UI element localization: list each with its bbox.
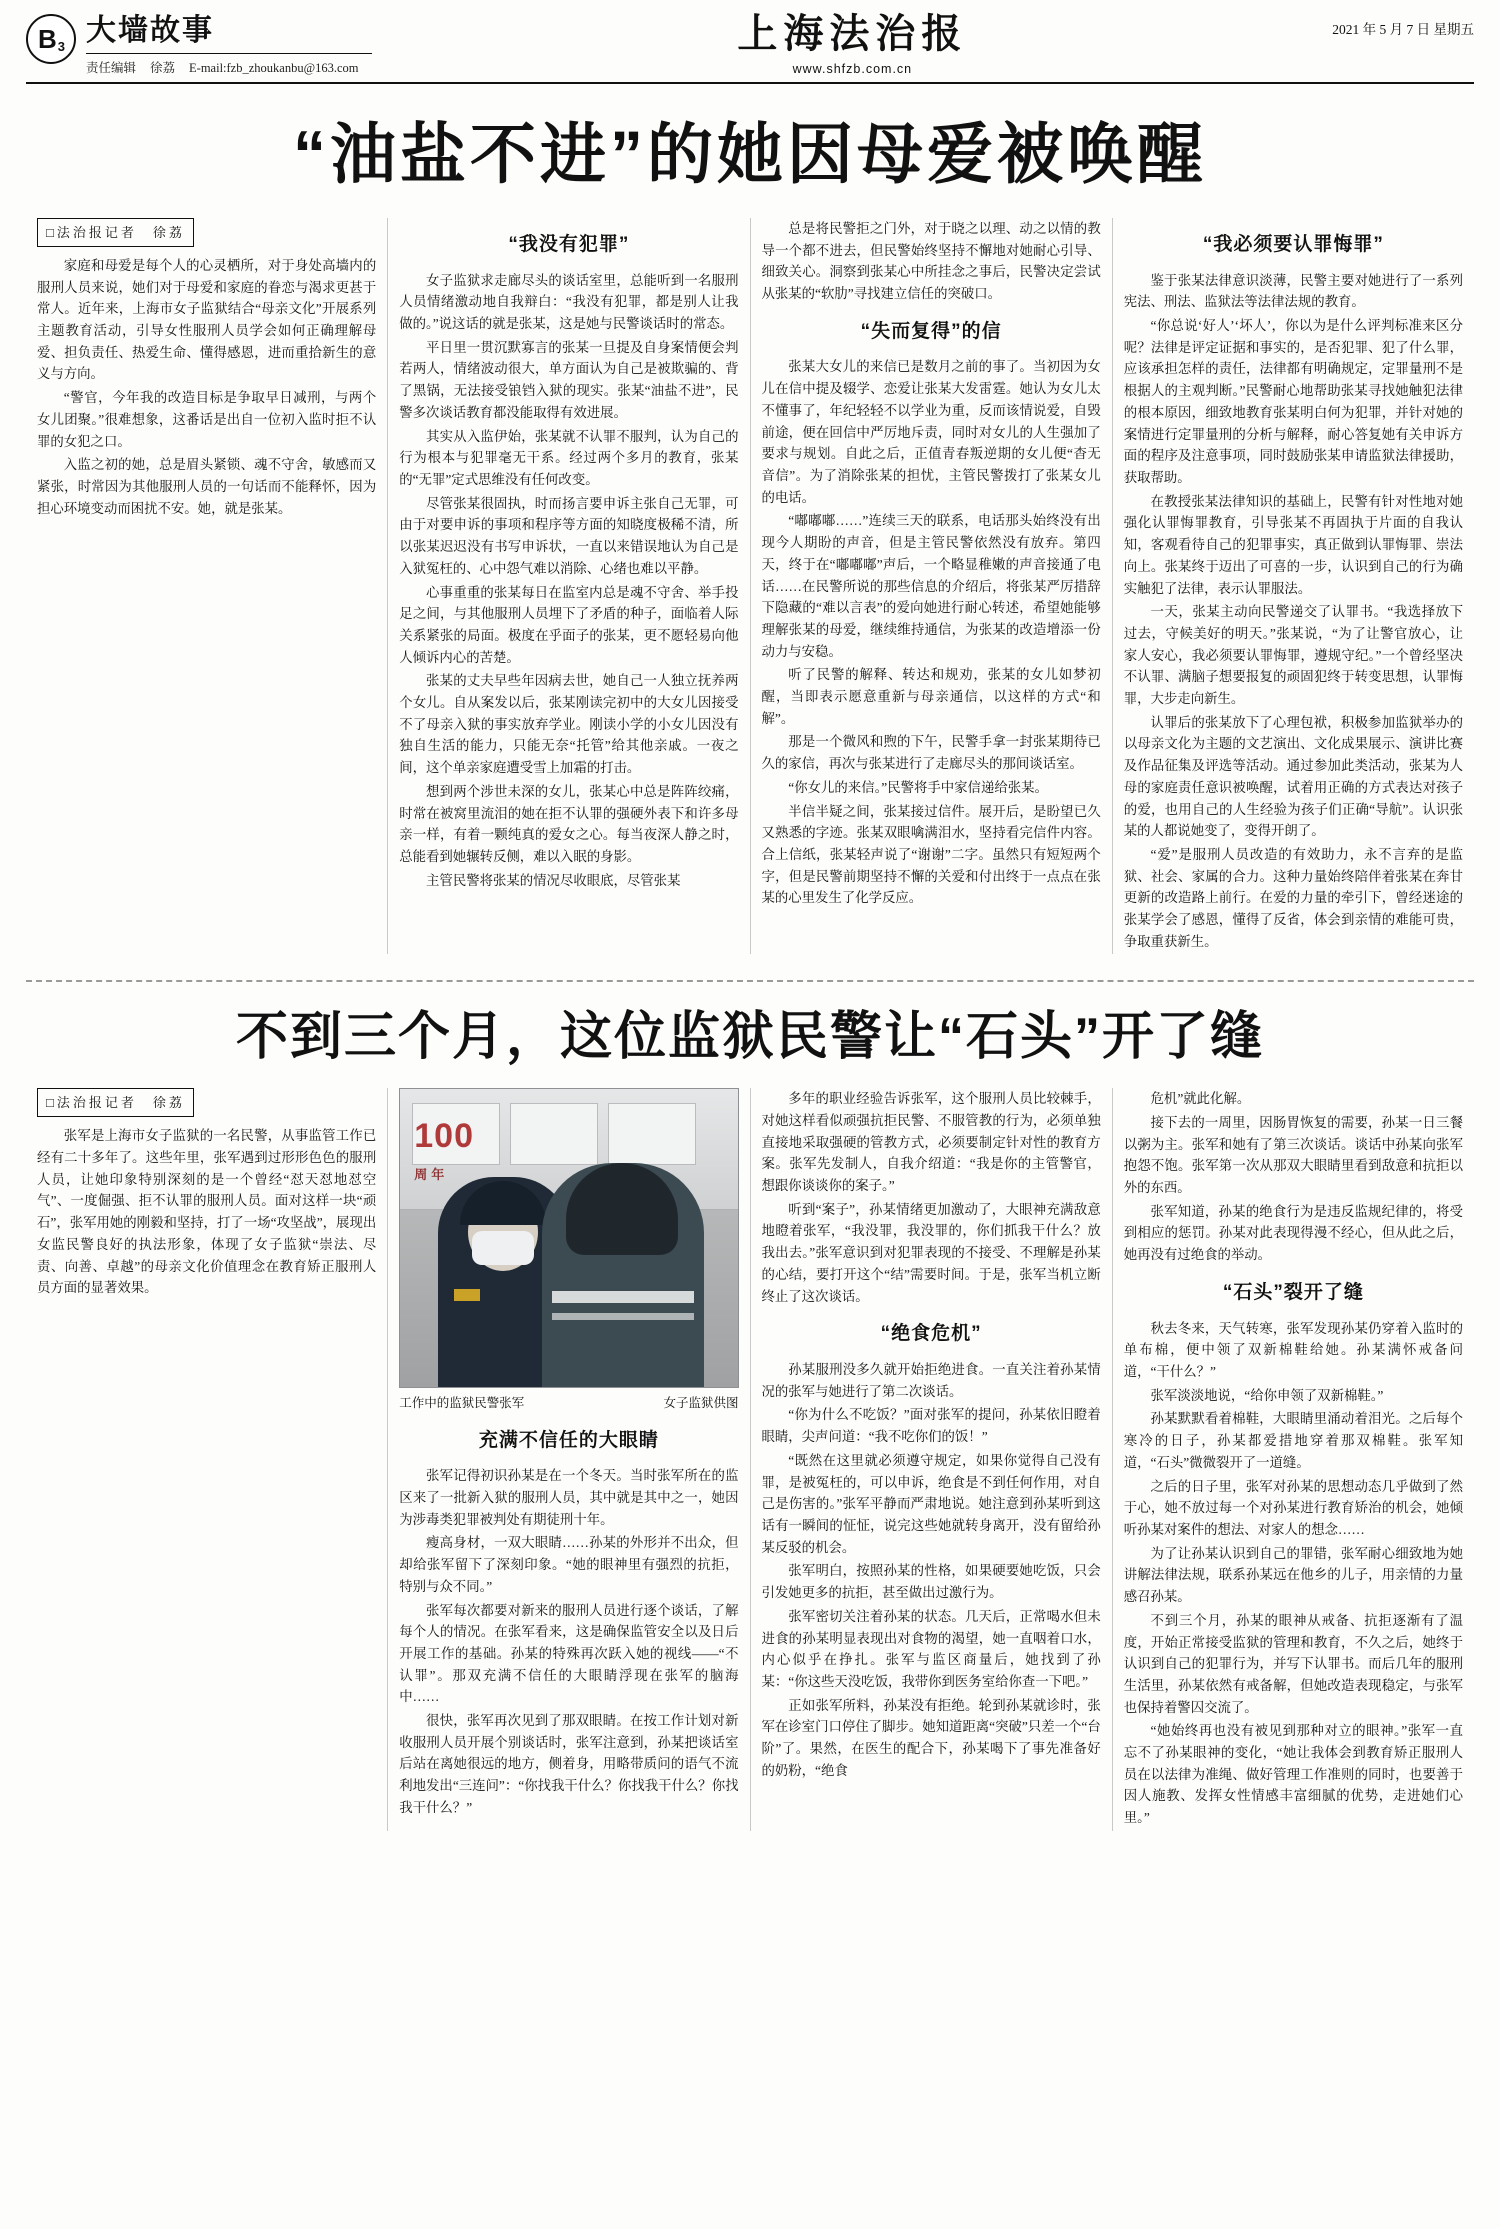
article1-subhead-3: “我必须要认罪悔罪” bbox=[1202, 233, 1384, 255]
paragraph: 入监之初的她，总是眉头紧锁、魂不守舍，敏感而又紧张，时常因为其他服刑人员的一句话而不能释怀，因为担心环境变动而困扰不安。她，就是张某。 bbox=[37, 457, 377, 516]
article2-subhead-1: 充满不信任的大眼睛 bbox=[478, 1429, 659, 1451]
paragraph: 家庭和母爱是每个人的心灵栖所，对于身处高墙内的服刑人员来说，她们对于母爱和家庭的眷恋与渴求更甚于常人。近年来，上海市女子监狱结合“母亲文化”开展系列主题教育活动，引导女性服刑人员学会如何正确理解母爱、担负责任、热爱生命、懂得感恩，进而重拾新生的意义与方向。 bbox=[37, 257, 377, 382]
article2-photo-block bbox=[399, 1088, 738, 1413]
paragraph: 在教授张某法律知识的基础上，民警有针对性地对她强化认罪悔罪教育，引导张某不再固执于片面的自我认知，客观看待自己的犯罪事实，真正做到认罪悔罪、崇法向上。张某终于迈出了可喜的一步，认识到自己的行为确实触犯了法律，表示认罪服法。 bbox=[1123, 493, 1463, 596]
page-number-badge bbox=[26, 14, 76, 64]
article2-byline: □法治报记者 徐荔 bbox=[37, 1088, 194, 1117]
banner-number: 100 bbox=[414, 1117, 474, 1156]
paragraph: “既然在这里就必须遵守规定，如果你觉得自己没有罪，是被冤枉的，可以申诉，绝食是不到任何作用，对自己是伤害的。”张军平静而严肃地说。她注意到孙某听到这话有一瞬间的怔怔，说完这些她就转身离开，没有留给孙某反驳的机会。 bbox=[761, 1452, 1101, 1555]
article2-column-3 bbox=[750, 1088, 1112, 1831]
paragraph: 主管民警将张某的情况尽收眼底，尽管张某 bbox=[426, 872, 681, 888]
paragraph: “爱”是服刑人员改造的有效助力，永不言弃的是监狱、社会、家属的合力。这种力量始终陪伴着张某在奔甘更新的改造路上前行。在爱的力量的牵引下，曾经迷途的张某学会了感恩，懂得了反省，体会到亲情的难能可贵，争取重获新生。 bbox=[1123, 846, 1463, 949]
paragraph: 认罪后的张某放下了心理包袱，积极参加监狱举办的以母亲文化为主题的文艺演出、文化成果展示、演讲比赛及作品征集及评选等活动。通过参加此类活动，张某为人母的家庭责任意识被唤醒，试着用正确的方式表达对孩子的爱，也用自己的人生经验为孩子们正确“导航”。认识张某的人都说她变了，变得开朗了。 bbox=[1123, 714, 1463, 839]
prison-officer-photo bbox=[399, 1088, 738, 1388]
inmate-figure bbox=[542, 1163, 704, 1387]
banner-anniversary-text bbox=[414, 1109, 474, 1185]
paragraph: 接下去的一周里，因肠胃恢复的需要，孙某一日三餐以粥为主。张军和她有了第三次谈话。谈话中孙某向张军抱怨不饱。张军第一次从那双大眼睛里看到敌意和抗拒以外的东西。 bbox=[1123, 1114, 1463, 1196]
paragraph: 张军每次都要对新来的服刑人员进行逐个谈话，了解每个人的情况。在张军看来，这是确保监管安全以及日后开展工作的基础。孙某的特殊再次跃入她的视线——“不认罪”。那双充满不信任的大眼睛浮现在张军的脑海中…… bbox=[399, 1602, 739, 1705]
paper-name: 上海法治报 bbox=[737, 11, 968, 56]
paragraph: “警官，今年我的改造目标是争取早日减刑，与两个女儿团聚。”很难想象，这番话是出自一位初入监时拒不认罪的女犯之口。 bbox=[37, 390, 377, 449]
article1-headline: “油盐不进”的她因母爱被唤醒 bbox=[293, 117, 1207, 191]
paragraph: 想到两个涉世未深的女儿，张某心中总是阵阵绞痛，时常在被窝里流泪的她在拒不认罪的强硬外表下和许多母亲一样，有着一颗纯真的爱女之心。每当夜深人静之时，总能看到她辗转反侧，难以入眠的身影。 bbox=[399, 783, 739, 864]
paragraph: 危机”就此化解。 bbox=[1150, 1091, 1251, 1107]
article2-columns bbox=[26, 1088, 1474, 1831]
article1-column-1 bbox=[26, 218, 387, 955]
masthead-left bbox=[26, 14, 372, 76]
paragraph: 之后的日子里，张军对孙某的思想动态几乎做到了然于心，她不放过每一个对孙某进行教育矫治的机会，她倾听孙某对案件的想法、对家人的想念…… bbox=[1123, 1478, 1463, 1537]
paragraph: 半信半疑之间，张某接过信件。展开后，是盼望已久又熟悉的字迹。张某双眼噙满泪水，坚持看完信件内容。合上信纸，张某轻声说了“谢谢”二字。虽然只有短短两个字，但是民警前期坚持不懈的关爱和付出终于一点点在张某的心里发生了化学反应。 bbox=[761, 803, 1101, 906]
article1-column-4 bbox=[1112, 218, 1474, 955]
paragraph: 张某大女儿的来信已是数月之前的事了。当初因为女儿在信中提及辍学、恋爱让张某大发雷霆。她认为女儿太不懂事了，年纪轻轻不以学业为重，反而该情说爱，自毁前途，便在回信中严厉地斥责，同时对女儿的人生强加了要求与规划。自此之后，正值青春叛逆期的女儿便“杳无音信”。为了消除张某的担忧，主管民警拨打了张某女儿的电话。 bbox=[761, 359, 1101, 505]
paragraph: 瘦高身材，一双大眼睛……孙某的外形并不出众，但却给张军留下了深刻印象。“她的眼神里有强烈的抗拒，特别与众不同。” bbox=[399, 1535, 739, 1594]
officer-hair bbox=[460, 1181, 546, 1225]
paragraph: 不到三个月，孙某的眼神从戒备、抗拒逐渐有了温度，开始正常接受监狱的管理和教育，不久之后，她终于认识到自己的犯罪行为，并写下认罪书。而后几年的服刑生活里，孙某依然有戒备解，但她改造表现稳定，与张军也保持着警囚交流了。 bbox=[1123, 1612, 1463, 1715]
paragraph: “嘟嘟嘟……”连续三天的联系，电话那头始终没有出现今人期盼的声音，但是主管民警依然没有放弃。第四天，终于在“嘟嘟嘟”声后，一个略显稚嫩的声音接通了电话……在民警所说的那些信息的介绍后，将张某严厉措辞下隐藏的“难以言表”的爱向她进行耐心转述，希望她能够理解张某的母爱，继续维持通信，为张某的改造增添一份动力与安稳。 bbox=[761, 513, 1101, 659]
banner-subtext: 周年 bbox=[414, 1167, 449, 1183]
paragraph: 孙某服刑没多久就开始拒绝进食。一直关注着孙某情况的张军与她进行了第二次谈话。 bbox=[761, 1362, 1101, 1399]
paragraph: 听到“案子”，孙某情绪更加激动了，大眼神充满敌意地瞪着张军，“我没罪，我没罪的，你们抓我干什么？放我出去。”张军意识到对犯罪表现的不接受、不理解是孙某的心结，要打开这个“结”需要时间。于是，张军当机立断终止了这次谈话。 bbox=[761, 1201, 1101, 1304]
article1-columns bbox=[26, 218, 1474, 955]
paragraph: 张军知道，孙某的绝食行为是违反监规纪律的，将受到相应的惩罚。孙某对此表现得漫不经心，但从此之后，她再没有过绝食的举动。 bbox=[1123, 1203, 1463, 1263]
article2-column-2 bbox=[387, 1088, 749, 1831]
editor-email: E-mail:fzb_zhoukanbu@163.com bbox=[189, 61, 359, 75]
photo-credit: 女子监狱供图 bbox=[663, 1396, 739, 1411]
article1-byline: □法治报记者 徐荔 bbox=[37, 218, 194, 247]
masthead bbox=[26, 11, 1474, 84]
article2-column-1 bbox=[26, 1088, 387, 1831]
article1-column-2 bbox=[387, 218, 749, 955]
poster-tile bbox=[608, 1103, 696, 1165]
paragraph: 平日里一贯沉默寡言的张某一旦提及自身案情便会判若两人，情绪波动很大，单方面认为自己是被欺骗的、背了黑锅，无法接受锒铛入狱的现实。张某“油盐不进”，民警多次谈话教育都没能取得有效进展。 bbox=[399, 339, 739, 420]
publish-date: 2021 年 5 月 7 日 星期五 bbox=[1332, 22, 1474, 37]
paragraph: 多年的职业经验告诉张军，这个服刑人员比较棘手，对她这样看似顽强抗拒民警、不服管教的行为，必须单独直接地采取强硬的管教方式，必须要制定针对性的教育方案。张军先发制人，自我介绍道：“我是你的主管警官，想跟你谈谈你的案子。” bbox=[761, 1091, 1101, 1194]
article2-subhead-3: “石头”裂开了缝 bbox=[1222, 1281, 1364, 1303]
uniform-stripe bbox=[552, 1291, 694, 1303]
article2-column-4 bbox=[1112, 1088, 1474, 1831]
paragraph: 张军记得初识孙某是在一个冬天。当时张军所在的监区来了一批新入狱的服刑人员，其中就是其中之一，她因为涉毒类犯罪被判处有期徒刑十年。 bbox=[399, 1468, 739, 1527]
article2-headline: 不到三个月，这位监狱民警让“石头”开了缝 bbox=[235, 1008, 1264, 1067]
paragraph: 很快，张军再次见到了那双眼睛。在按工作计划对新收服刑人员开展个别谈话时，张军注意到，孙某把谈话室后站在离她很远的地方，侧着身，用略带质问的语气不流利地发出“三连问”：“你找我干什么？你找我干什么？你找我干什么？” bbox=[399, 1713, 739, 1815]
article1-subhead-2: “失而复得”的信 bbox=[860, 320, 1002, 342]
editor-name: 徐荔 bbox=[150, 61, 176, 75]
section-title: 大墙故事 bbox=[86, 14, 214, 47]
paragraph: 尽管张某很固执，时而扬言要申诉主张自己无罪，可由于对要申诉的事项和程序等方面的知晓度极稀不清，所以张某迟迟没有书写申诉状，一直以来错误地认为自己是入狱冤枉的、心中怨气难以消除、心绪也难以平静。 bbox=[399, 495, 739, 576]
page-badge-letter: B bbox=[37, 24, 57, 54]
paragraph: 张军淡淡地说，“给你申领了双新棉鞋。” bbox=[1150, 1387, 1384, 1403]
paragraph: 为了让孙某认识到自己的罪错，张军耐心细致地为她讲解法律法规，联系孙某远在他乡的儿子，用亲情的力量感召孙某。 bbox=[1123, 1545, 1463, 1605]
paragraph: 心事重重的张某每日在监室内总是魂不守舍、举手投足之间，与其他服刑人员埋下了矛盾的种子，面临着人际关系紧张的局面。极度在乎面子的张某，更不愿轻易向他人倾诉内心的苦楚。 bbox=[399, 584, 739, 665]
paragraph: 那是一个微风和煦的下午，民警手拿一封张某期待已久的家信，再次与张某进行了走廊尽头的那间谈话室。 bbox=[761, 734, 1101, 772]
photo-caption-text: 工作中的监狱民警张军 bbox=[399, 1396, 525, 1411]
photo-caption bbox=[399, 1393, 738, 1413]
editor-label: 责任编辑 bbox=[86, 61, 137, 75]
officer-badge bbox=[454, 1289, 480, 1301]
section-block bbox=[86, 14, 372, 76]
paragraph: “你总说‘好人’‘坏人’，你以为是什么评判标准来区分呢？法律是评定证据和事实的，是否犯罪、犯了什么罪，应该承担怎样的责任，法律都有明确规定，定罪量刑不是根据人的主观判断。”民警耐心地帮助张某寻找她触犯法律的根本原因，细致地教育张某明白何为犯罪，并针对她的案情进行定罪量刑的分析与解释，耐心答复她有关申诉方面的程序及注意事项，同时鼓励张某申请监狱法律援助，获取帮助。 bbox=[1123, 318, 1463, 485]
paragraph: 其实从入监伊始，张某就不认罪不服判，认为自己的行为根本与犯罪毫无干系。经过两个多月的教育，张某的“无罪”定式思维没有任何改变。 bbox=[399, 428, 739, 487]
paragraph: 张某的丈夫早些年因病去世，她自己一人独立抚养两个女儿。自从案发以后，张某刚读完初中的大女儿因接受不了母亲入狱的事实放弃学业。刚读小学的小女儿因没有独自生活的能力，只能无奈“托管”给其他亲戚。一夜之间，这个单亲家庭遭受雪上加霜的打击。 bbox=[399, 673, 739, 776]
paragraph: “她始终再也没有被见到那种对立的眼神。”张军一直忘不了孙某眼神的变化，“她让我体会到教育矫正服刑人员在以法律为准绳、做好管理工作准则的同时，也要善于因人施教、发挥女性情感丰富细腻的优势，走进她们心里。” bbox=[1123, 1723, 1463, 1826]
poster-tile bbox=[510, 1103, 598, 1165]
article1-column-3 bbox=[750, 218, 1112, 955]
paragraph: 张军是上海市女子监狱的一名民警，从事监管工作已经有二十多年了。这些年里，张军遇到过形形色色的服刑人员，让她印象特别深刻的是一个曾经“怼天怼地怼空气”、一度倔强、拒不认罪的服刑人员。面对这样一块“顽石”，张军用她的刚毅和坚持，打了一场“攻坚战”，展现出女监民警良好的执法形象，体现了女子监狱“崇法、尽责、向善、卓越”的母亲文化价值理念在教育矫正服刑人员方面的显著效果。 bbox=[37, 1128, 377, 1296]
paragraph: 女子监狱求走廊尽头的谈话室里，总能听到一名服刑人员情绪激动地自我辩白：“我没有犯罪，都是别人让我做的。”说这话的就是张某，这是她与民警谈话时的常态。 bbox=[399, 272, 739, 332]
paper-website: www.shfzb.com.cn bbox=[792, 62, 913, 76]
page-badge-number: 3 bbox=[57, 38, 65, 54]
uniform-stripe bbox=[552, 1313, 694, 1320]
section-meta bbox=[86, 53, 372, 76]
paragraph: 张军密切关注着孙某的状态。几天后，正常喝水但未进食的孙某明显表现出对食物的渴望，她一直咽着口水，内心似乎在挣扎。张军与监区商量后，她找到了孙某：“你这些天没吃饭，我带你到医务室给你查一下吧。” bbox=[761, 1608, 1101, 1689]
paragraph: 听了民警的解释、转达和规劝，张某的女儿如梦初醒，当即表示愿意重新与母亲通信，以这样的方式“和解”。 bbox=[761, 667, 1101, 726]
masthead-center bbox=[372, 11, 1332, 76]
face-mask-icon bbox=[472, 1231, 534, 1265]
paragraph: 鉴于张某法律意识淡薄，民警主要对她进行了一系列宪法、刑法、监狱法等法律法规的教育。 bbox=[1123, 272, 1463, 310]
paragraph: 孙某默默看着棉鞋，大眼睛里涌动着泪光。之后每个寒冷的日子，孙某都爱措地穿着那双棉鞋。张军知道，“石头”微微裂开了一道缝。 bbox=[1123, 1411, 1463, 1470]
paragraph: 张军明白，按照孙某的性格，如果硬要她吃饭，只会引发她更多的抗拒，甚至做出过激行为。 bbox=[761, 1563, 1101, 1601]
article1-subhead-1: “我没有犯罪” bbox=[508, 233, 630, 255]
paragraph: 一天，张某主动向民警递交了认罪书。“我选择放下过去，守候美好的明天。”张某说，“为了让警官放心，让家人安心，我必须要认罪悔罪，遵规守纪。”一个曾经坚决不认罪、满脑子想要报复的顽固犯终于转变思想，认罪悔罪，大步走向新生。 bbox=[1123, 604, 1463, 707]
paragraph: 秋去冬来，天气转寒，张军发现孙某仍穿着入监时的单布棉，便中领了双新棉鞋给她。孙某满怀戒备问道，“干什么？” bbox=[1123, 1320, 1463, 1380]
paragraph: “你女儿的来信。”民警将手中家信递给张某。 bbox=[788, 779, 1048, 795]
article-divider bbox=[26, 980, 1474, 982]
article2-subhead-2: “绝食危机” bbox=[880, 1323, 982, 1345]
inmate-hair bbox=[566, 1163, 678, 1255]
paragraph: 总是将民警拒之门外，对于晓之以理、动之以情的教导一个都不进去，但民警始终坚持不懈地对她耐心引导、细致关心。洞察到张某心中所挂念之事后，民警决定尝试从张某的“软肋”寻找建立信任的突破口。 bbox=[761, 220, 1101, 302]
paragraph: 正如张军所料，孙某没有拒绝。轮到孙某就诊时，张军在诊室门口停住了脚步。她知道距离“突破”只差一个“台阶”了。果然，在医生的配合下，孙某喝下了事先准备好的奶粉，“绝食 bbox=[761, 1697, 1101, 1778]
paragraph: “你为什么不吃饭？”面对张军的提问，孙某依旧瞪着眼睛，尖声问道：“我不吃你们的饭！” bbox=[761, 1407, 1101, 1445]
